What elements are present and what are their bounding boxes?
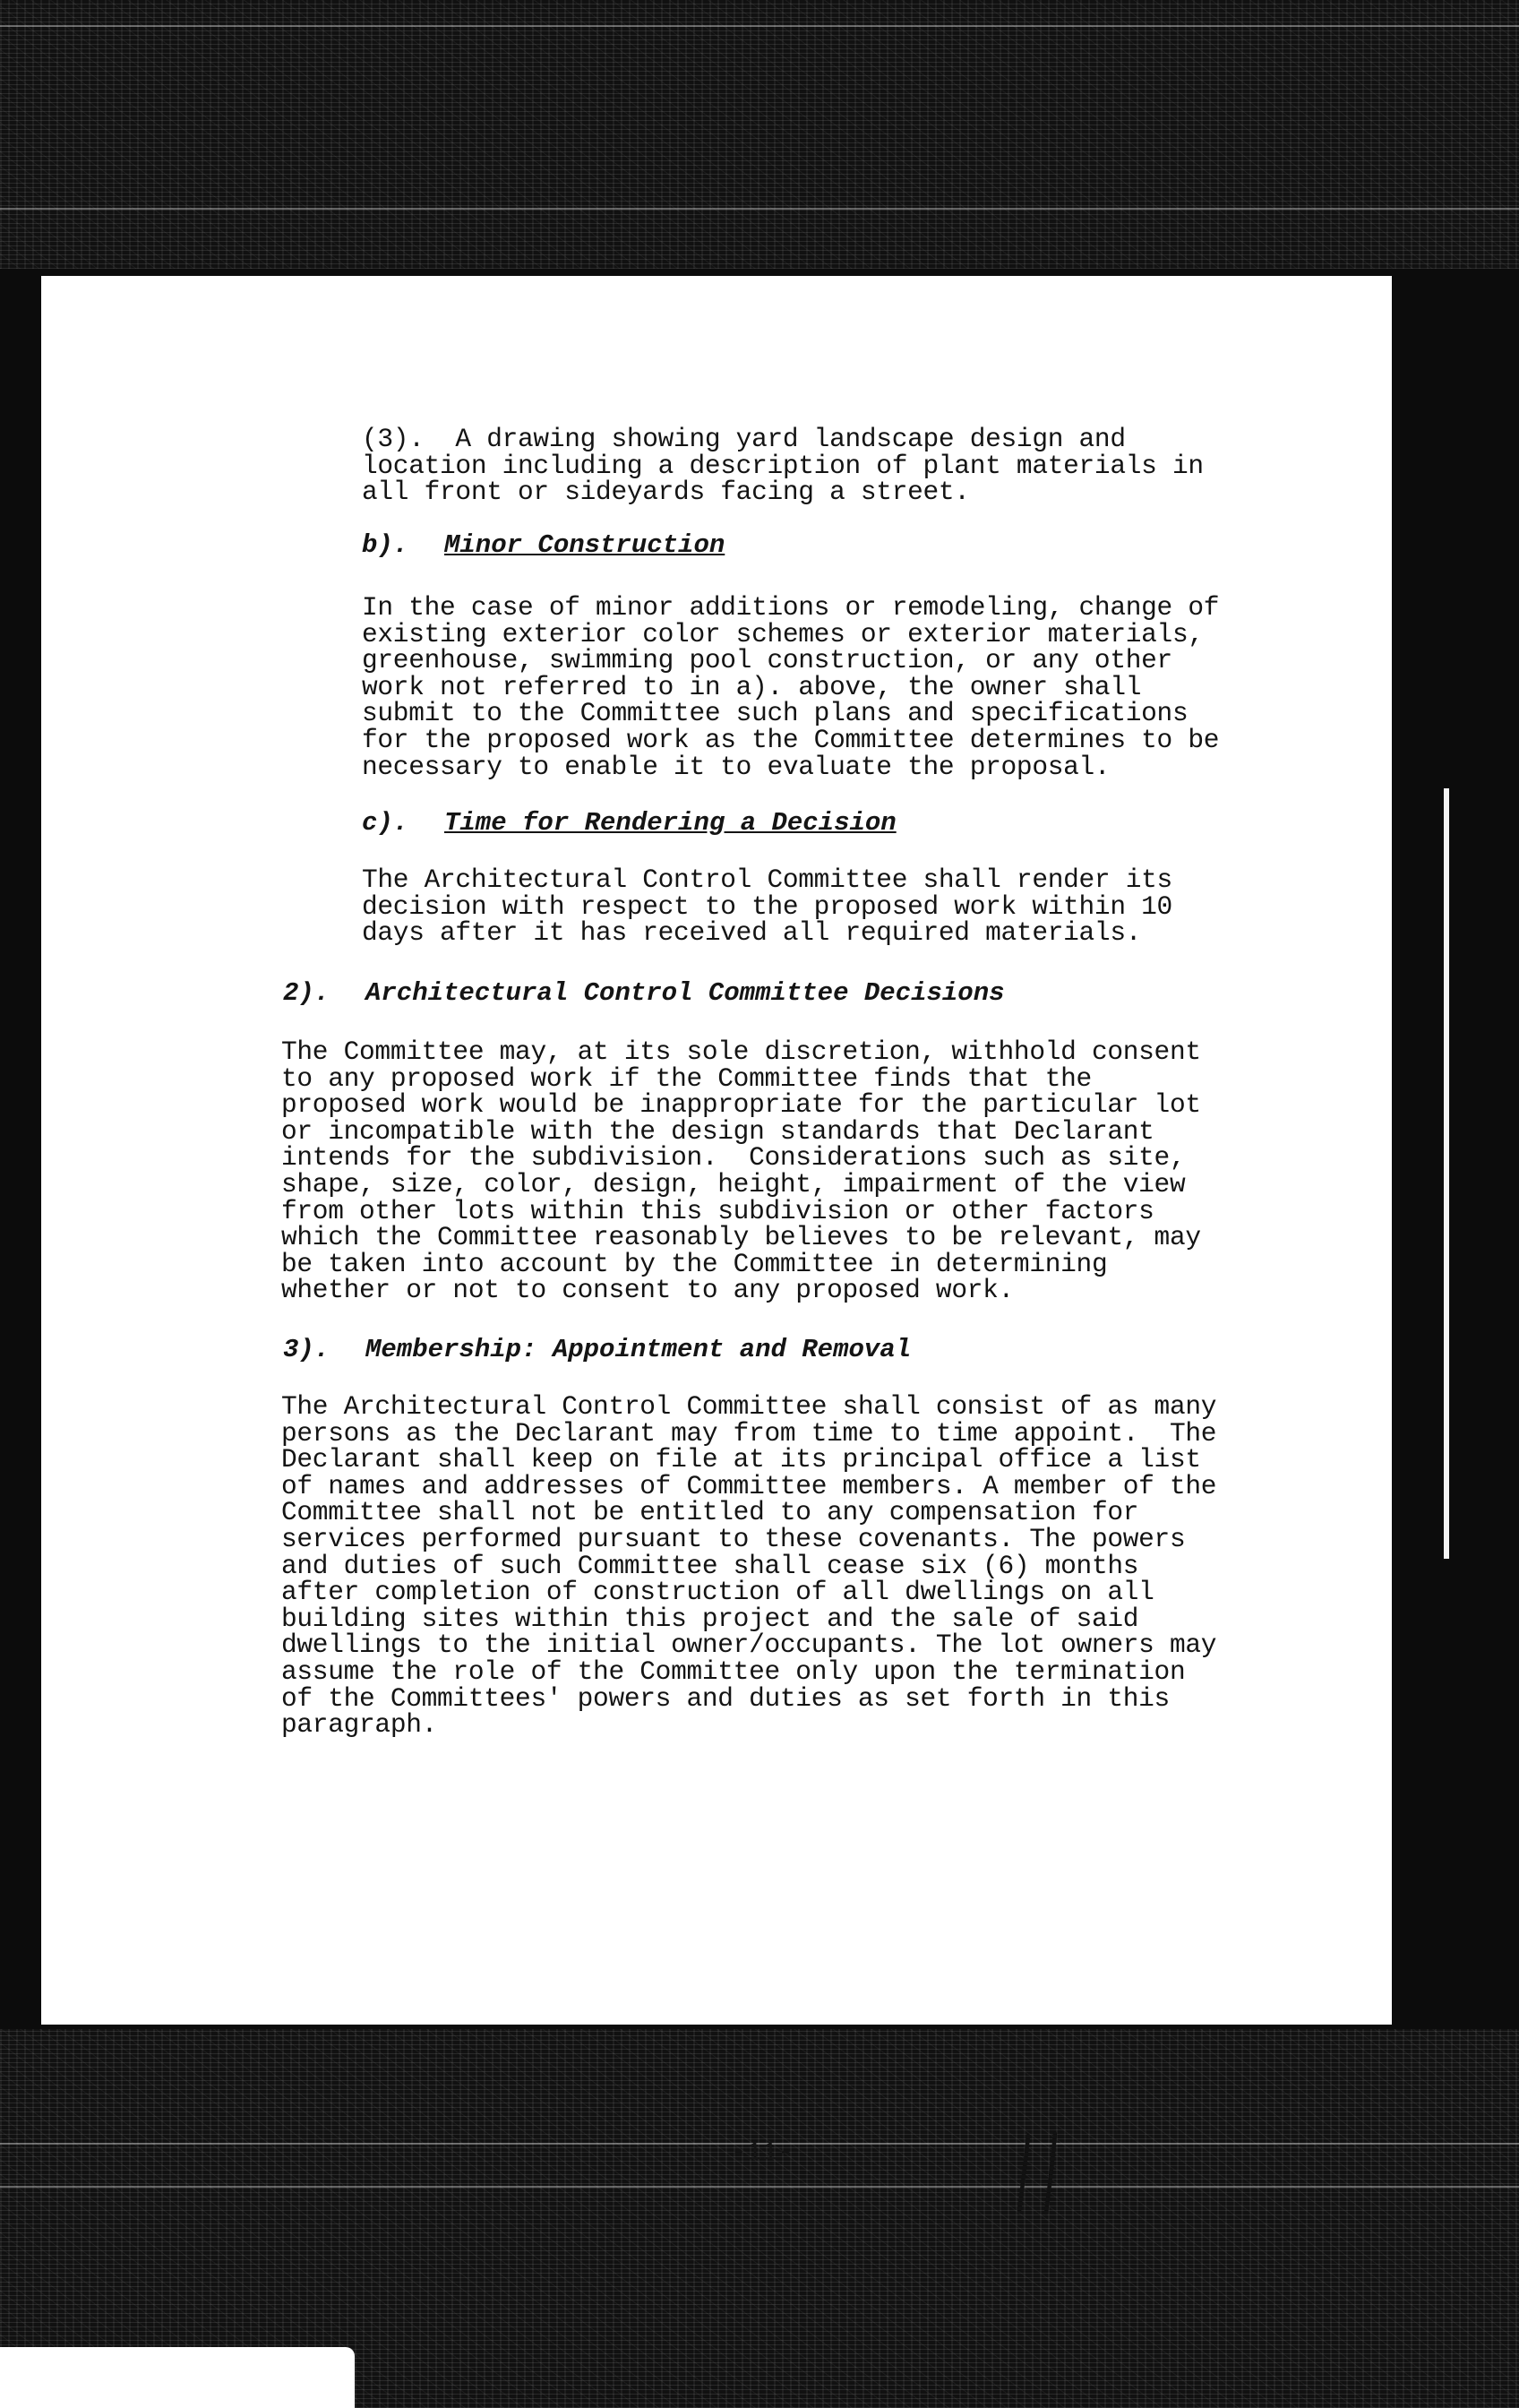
section-c-body: The Architectural Control Committee shall render its decision with respect to the proposed work within 10 days after it has received all required materials. (362, 864, 1172, 949)
section-3-heading (283, 1337, 911, 1363)
section-b-body: In the case of minor additions or remodeling, change of existing exterior color schemes or exterior materials, greenhouse, swimming pool construction, or any other work not referred to in a). above, the owner shall submit to the Committee such plans and specifications for the proposed work as the Committee determines to be necessary to enable it to evaluate the proposal. (362, 592, 1220, 782)
section-3-body: The Architectural Control Committee shall consist of as many persons as the Declarant may from time to time appoint. The Declarant shall keep on file at its principal office a list of names and addresses of Committee members. A member of the Committee shall not be entitled to any compensation for services performed pursuant to these covenants. The powers and duties of such Committee shall cease six (6) months after completion of construction of all dwellings on all building sites within this project and the sale of said dwellings to the initial owner/occupants. The lot owners may assume the role of the Committee only upon the termination of the Committees' powers and duties as set forth in this paragraph. (281, 1391, 1217, 1741)
section-3-title: Membership: Appointment and Removal (365, 1335, 912, 1364)
scan-line (0, 2186, 1519, 2188)
section-c-number: c). (362, 808, 409, 838)
section-c-title: Time for Rendering a Decision (444, 808, 897, 838)
scan-line (0, 208, 1519, 210)
section-2-heading (283, 980, 1005, 1007)
scan-streak (1444, 788, 1449, 1559)
document-page (41, 276, 1392, 2167)
section-2-number: 2). (283, 978, 330, 1008)
page-number: -11- (731, 2137, 794, 2167)
scan-noise-top (0, 0, 1519, 269)
section-c-heading (362, 810, 897, 837)
item-3-text: (3). A drawing showing yard landscape design and location including a description of plant materials in all front or sideyards facing a street. (362, 424, 1204, 508)
section-3-number: 3). (283, 1335, 330, 1364)
section-b-number: b). (362, 530, 409, 560)
scan-line (0, 25, 1519, 27)
section-2-title: Architectural Control Committee Decisions (365, 978, 1005, 1008)
section-2-body: The Committee may, at its sole discretion, withhold consent to any proposed work if the Committee finds that the proposed work would be inappropriate for the particular lot or incompatible with the design standards that Declarant intends for the subdivision. Considerations such as site, shape, size, color, design, height, impairment of the view from other lots within this subdivision or other factors which the Committee reasonably believes to be relevant, may be taken into account by the Committee in determining whether or not to consent to any proposed work. (281, 1036, 1201, 1306)
scan-corner-patch (0, 2347, 355, 2408)
handwritten-page-mark (1008, 2130, 1071, 2215)
section-b-title: Minor Construction (444, 530, 725, 560)
section-b-heading (362, 532, 725, 559)
